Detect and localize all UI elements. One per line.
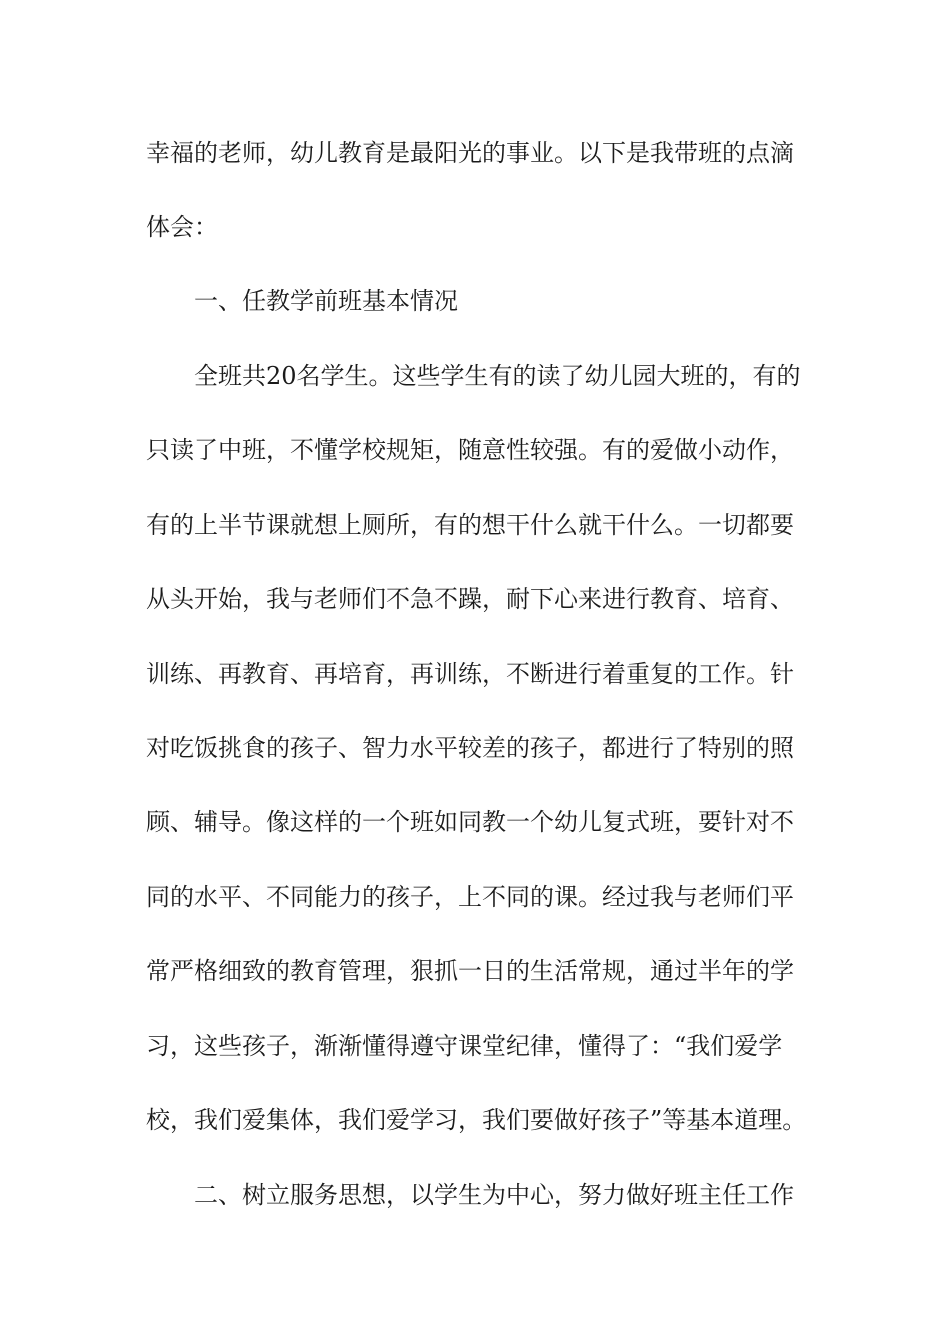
paragraph-line: 习，这些孩子，渐渐懂得遵守课堂纪律，懂得了：“我们爱学: [146, 1032, 783, 1060]
paragraph-line: 顾、辅导。像这样的一个班如同教一个幼儿复式班，要针对不: [146, 808, 794, 836]
paragraph-line: 同的水平、不同能力的孩子，上不同的课。经过我与老师们平: [146, 883, 794, 911]
paragraph-line: 校，我们爱集体，我们爱学习，我们要做好孩子”等基本道理。: [146, 1106, 807, 1134]
paragraph-line: 有的上半节课就想上厕所，有的想干什么就干什么。一切都要: [146, 511, 794, 539]
paragraph-line: 对吃饭挑食的孩子、智力水平较差的孩子，都进行了特别的照: [146, 734, 794, 762]
paragraph-line: 只读了中班，不懂学校规矩，随意性较强。有的爱做小动作，: [146, 436, 794, 464]
paragraph-line: 体会：: [146, 213, 218, 241]
paragraph-line: 从头开始，我与老师们不急不躁，耐下心来进行教育、培育、: [146, 585, 794, 613]
section-heading: 二、树立服务思想，以学生为中心，努力做好班主任工作: [194, 1181, 794, 1209]
paragraph-line: 训练、再教育、再培育，再训练，不断进行着重复的工作。针: [146, 660, 794, 688]
paragraph-line: 全班共20名学生。这些学生有的读了幼儿园大班的，有的: [194, 362, 801, 390]
section-heading: 一、任教学前班基本情况: [194, 287, 458, 315]
paragraph-line: 幸福的老师，幼儿教育是最阳光的事业。以下是我带班的点滴: [146, 139, 794, 167]
paragraph-line: 常严格细致的教育管理，狠抓一日的生活常规，通过半年的学: [146, 957, 794, 985]
